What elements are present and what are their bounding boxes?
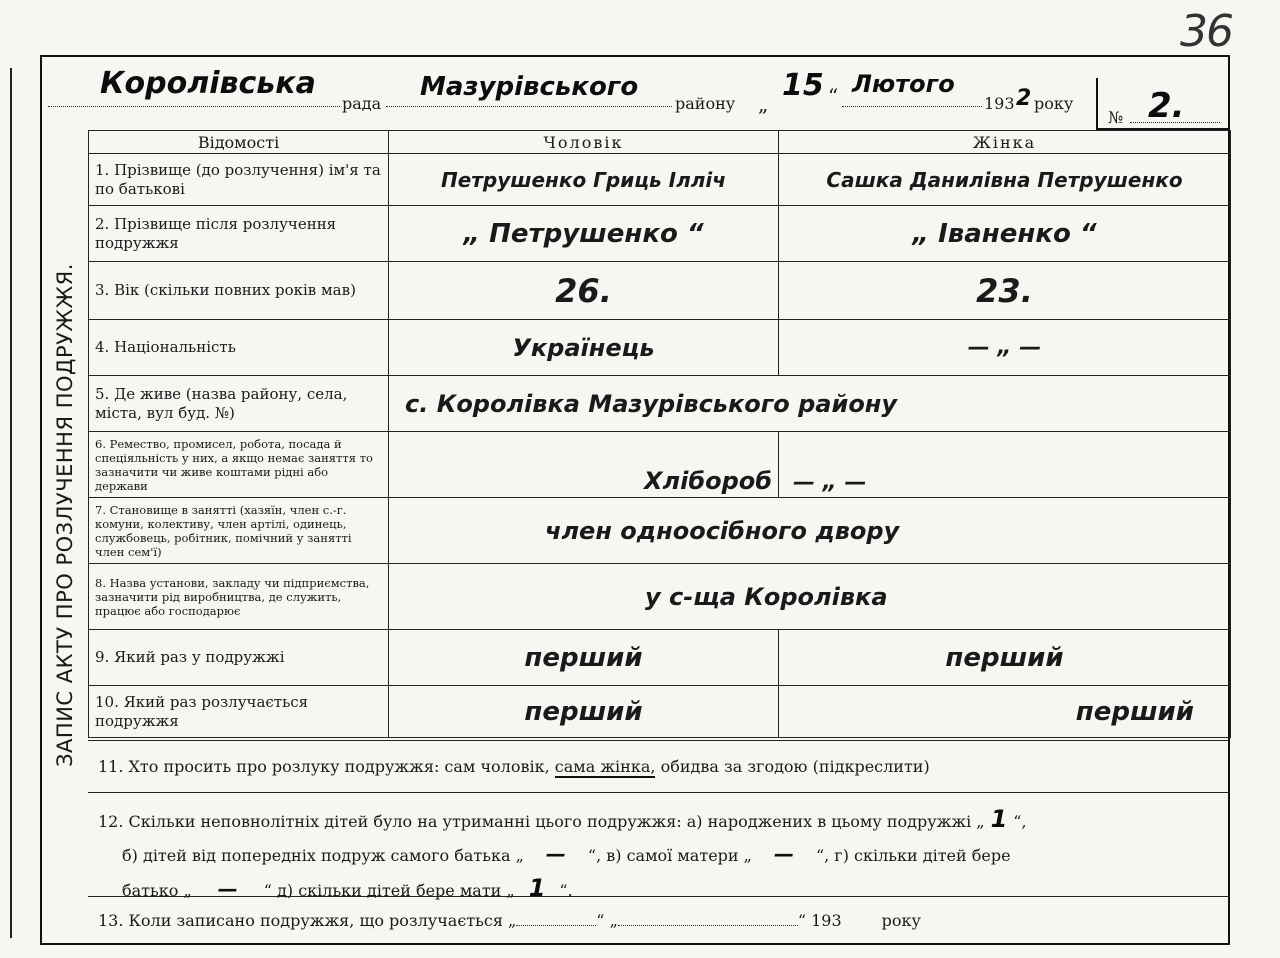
number-value: 2. xyxy=(1148,86,1185,126)
form-footer-items xyxy=(88,740,1230,944)
number-label: № xyxy=(1108,108,1124,127)
husband-value: у с-ща Королівка xyxy=(645,582,888,611)
item-13 xyxy=(88,896,1230,944)
wife-value: перший xyxy=(1075,696,1194,727)
year-label: року xyxy=(1034,94,1074,113)
husband-value: перший xyxy=(524,642,643,673)
item-12-a-value: 1 xyxy=(990,805,1008,833)
wife-cell xyxy=(779,320,1231,376)
husband-value: Петрушенко Гриць Ілліч xyxy=(441,167,726,192)
item-12-line-3-end: “. xyxy=(559,881,573,900)
council-value: Королівська xyxy=(100,66,316,101)
item-11-prefix: 11. Хто просить про розлуку подружжя: сам чоловік, xyxy=(98,757,550,776)
item-12-line-1 xyxy=(98,803,1220,838)
husband-value: член одноосібного двору xyxy=(545,516,900,545)
item-12-b-value: — xyxy=(545,842,566,866)
husband-value: 26. xyxy=(555,271,612,310)
item-12-line-1-end: “, xyxy=(1013,812,1027,831)
item-12-line-3-a: батько „ xyxy=(122,881,192,900)
table-row xyxy=(89,206,1231,262)
side-title xyxy=(42,165,88,865)
wife-value: „ Іваненко “ xyxy=(912,218,1097,249)
wife-cell xyxy=(779,206,1231,262)
column-husband: Чоловік xyxy=(389,131,779,154)
council-label: рада xyxy=(342,94,382,113)
row-label: 9. Який раз у подружжі xyxy=(89,630,389,686)
husband-value: Хлібороб xyxy=(644,467,772,495)
wife-cell xyxy=(779,432,1231,498)
district-dotted-line xyxy=(386,106,672,107)
row-label: 1. Прізвище (до розлучення) ім'я та по батькові xyxy=(89,154,389,206)
item-13-blank-2 xyxy=(618,925,798,926)
wife-cell xyxy=(779,154,1231,206)
wife-cell xyxy=(779,630,1231,686)
item-11 xyxy=(88,740,1230,792)
item-12 xyxy=(88,792,1230,902)
page-number: 36 xyxy=(1180,6,1232,57)
side-title-text: ЗАПИС АКТУ ПРО РОЗЛУЧЕННЯ ПОДРУЖЖЯ. xyxy=(53,263,78,767)
date-open-quote: „ xyxy=(758,92,769,116)
wife-value: перший xyxy=(945,642,1064,673)
husband-cell xyxy=(389,630,779,686)
row-label: 6. Ремество, промисел, робота, посада й спеціяльність у них, а якщо немає заняття то зазначити чи живе коштами рідні або держави xyxy=(89,432,389,498)
table-header-row xyxy=(89,131,1231,154)
item-12-g-value: — xyxy=(217,877,238,901)
item-12-d-value: 1 xyxy=(528,874,546,902)
occupation-status-cell xyxy=(389,498,1231,564)
row-label: 2. Прізвище після розлучення подружжя xyxy=(89,206,389,262)
husband-cell xyxy=(389,432,779,498)
husband-value: „ Петрушенко “ xyxy=(463,218,704,249)
husband-value: с. Королівка Мазурівського району xyxy=(405,389,898,418)
date-day: 15 xyxy=(782,68,824,103)
wife-value: — „ — xyxy=(793,470,867,495)
table-row xyxy=(89,564,1231,630)
wife-value: 23. xyxy=(976,271,1033,310)
table-row xyxy=(89,686,1231,738)
table-row xyxy=(89,498,1231,564)
month-dotted-line xyxy=(842,106,982,107)
residence-cell xyxy=(389,376,1231,432)
table-row xyxy=(89,262,1231,320)
item-12-line-3-b: “ д) скільки дітей бере мати „ xyxy=(263,881,515,900)
item-13-blank-1 xyxy=(516,925,596,926)
item-11-suffix: обидва за згодою (підкреслити) xyxy=(660,757,930,776)
date-close-quote: “ xyxy=(828,84,839,108)
council-dotted-line xyxy=(48,106,340,107)
husband-value: Українець xyxy=(512,333,655,362)
column-wife: Жінка xyxy=(779,131,1231,154)
column-info: Відомості xyxy=(89,131,389,154)
item-12-line-2-c: “, г) скільки дітей бере xyxy=(815,846,1011,865)
row-label: 10. Який раз розлучається подружжя xyxy=(89,686,389,738)
item-13-year-label: року xyxy=(881,911,921,930)
row-label: 4. Національність xyxy=(89,320,389,376)
district-value: Мазурівського xyxy=(420,72,639,102)
husband-cell xyxy=(389,154,779,206)
item-12-line-2 xyxy=(98,838,1220,872)
row-label: 3. Вік (скільки повних років мав) xyxy=(89,262,389,320)
year-digit: 2 xyxy=(1016,86,1032,111)
husband-cell xyxy=(389,262,779,320)
year-prefix: 193 xyxy=(984,94,1015,113)
item-12-line-1-text: 12. Скільки неповнолітніх дітей було на утриманні цього подружжя: а) народжених в цьому подружжі „ xyxy=(98,812,985,831)
row-label: 8. Назва установи, закладу чи підприємства, зазначити рід виробництва, де служить, працює або господарює xyxy=(89,564,389,630)
husband-value: перший xyxy=(524,696,643,727)
husband-cell xyxy=(389,686,779,738)
table-row xyxy=(89,432,1231,498)
workplace-cell xyxy=(389,564,1231,630)
husband-cell xyxy=(389,206,779,262)
row-label: 7. Становище в занятті (хазяїн, член с.-г. комуни, колективу, член артілі, одинець, службовець, робітник, помічний у занятті член сем'ї) xyxy=(89,498,389,564)
item-13-q2: “ 193 xyxy=(797,911,842,930)
row-label: 5. Де живе (назва району, села, міста, вул буд. №) xyxy=(89,376,389,432)
district-label: району xyxy=(675,94,736,113)
table-row xyxy=(89,376,1231,432)
item-11-underlined: сама жінка, xyxy=(554,757,656,776)
item-12-v-value: — xyxy=(773,842,794,866)
table-row xyxy=(89,154,1231,206)
item-12-line-2-b: “, в) самої матери „ xyxy=(587,846,752,865)
wife-value: Сашка Данилівна Петрушенко xyxy=(826,167,1183,192)
husband-cell xyxy=(389,320,779,376)
item-12-line-2-a: б) дітей від попередніх подруж самого батька „ xyxy=(122,846,524,865)
wife-value: — „ — xyxy=(967,335,1042,360)
item-13-text: 13. Коли записано подружжя, що розлучається „ xyxy=(98,911,517,930)
wife-cell xyxy=(779,686,1231,738)
table-row xyxy=(89,320,1231,376)
date-month: Лютого xyxy=(852,70,955,98)
item-13-q1: “ „ xyxy=(596,911,618,930)
wife-cell xyxy=(779,262,1231,320)
marriage-dissolution-table xyxy=(88,130,1231,738)
left-margin-rule xyxy=(10,68,12,938)
table-row xyxy=(89,630,1231,686)
